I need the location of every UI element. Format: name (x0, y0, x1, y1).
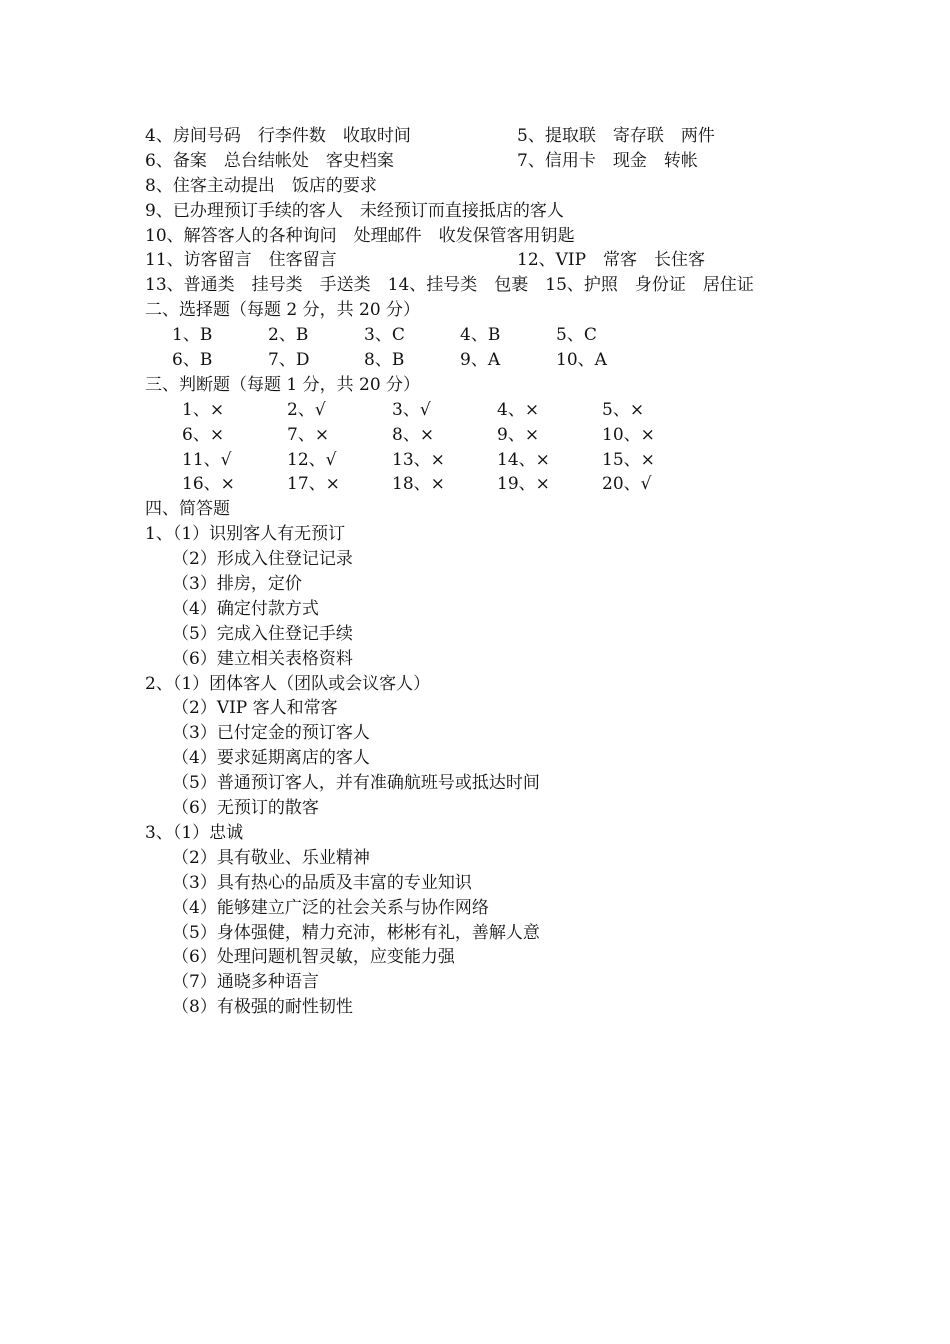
choice-answer: 3、C (364, 325, 405, 346)
choice-answer: 9、A (460, 350, 501, 371)
question-number: 1、 (145, 524, 173, 545)
short-answer-item: （3）排房，定价 (172, 574, 302, 595)
answer-point: （1）识别客人有无预订 (172, 524, 346, 545)
short-answer-item: （6）无预订的散客 (172, 798, 319, 819)
fill-line (145, 124, 845, 149)
choice-answer: 8、B (364, 350, 405, 371)
choice-answer: 1、B (172, 325, 213, 346)
answer-point: （1）团体客人（团队或会议客人） (172, 673, 431, 694)
judge-answer: 17、× (287, 474, 340, 495)
short-answer-item: （6）建立相关表格资料 (172, 648, 353, 669)
fill-right: 12、VIP 常客 长住客 (517, 250, 706, 271)
choice-answer: 2、B (268, 325, 309, 346)
judge-answer: 20、√ (602, 474, 652, 495)
choice-answer: 10、A (556, 350, 607, 371)
fill-left: 11、访客留言 住客留言 (145, 250, 337, 271)
judge-answer: 14、× (497, 449, 550, 470)
judge-answer: 7、× (287, 424, 330, 445)
judge-answer: 9、× (497, 424, 540, 445)
fill-left: 13、普通类 挂号类 手送类 14、挂号类 包裹 15、护照 身份证 居住证 (145, 275, 754, 296)
judge-row (145, 448, 845, 473)
fill-line (145, 199, 845, 224)
short-answer-item: （2）VIP 客人和常客 (172, 698, 338, 719)
judge-answer: 18、× (392, 474, 445, 495)
short-answer-item (145, 672, 845, 697)
short-answer-item: （7）通晓多种语言 (172, 972, 319, 993)
judge-answer: 4、× (497, 399, 540, 420)
fill-line (145, 224, 845, 249)
judge-answer: 2、√ (287, 399, 326, 420)
choice-answer: 6、B (172, 350, 213, 371)
short-answer-item (145, 522, 845, 547)
short-answer-item (145, 821, 845, 846)
choice-answer: 4、B (460, 325, 501, 346)
short-answer-item: （2）形成入住登记记录 (172, 549, 353, 570)
judge-answer: 11、√ (182, 449, 232, 470)
judge-answer: 15、× (602, 449, 655, 470)
short-answer-item: （2）具有敬业、乐业精神 (172, 847, 370, 868)
fill-left: 4、房间号码 行李件数 收取时间 (145, 126, 411, 146)
judge-heading: 三、判断题（每题 1 分，共 20 分） (145, 374, 421, 395)
short-answer-item: （3）具有热心的品质及丰富的专业知识 (172, 872, 472, 893)
fill-left: 6、备案 总台结帐处 客史档案 (145, 150, 394, 171)
short-answer-item: （3）已付定金的预订客人 (172, 723, 370, 744)
judge-answer: 3、√ (392, 399, 431, 420)
short-heading: 四、简答题 (145, 499, 230, 520)
short-answer-item: （6）处理问题机智灵敏，应变能力强 (172, 947, 455, 968)
judge-answer: 5、× (602, 399, 645, 420)
judge-row (145, 398, 845, 423)
question-number: 3、 (145, 822, 173, 843)
choice-answer: 7、D (268, 350, 310, 371)
short-answer-item: （4）确定付款方式 (172, 598, 319, 619)
judge-answer: 13、× (392, 449, 445, 470)
short-answer-item: （8）有极强的耐性韧性 (172, 997, 353, 1018)
short-answer-item: （4）能够建立广泛的社会关系与协作网络 (172, 897, 489, 918)
choice-row (145, 323, 845, 348)
fill-line (145, 149, 845, 174)
short-answer-item: （5）普通预订客人，并有准确航班号或抵达时间 (172, 773, 540, 794)
judge-answer: 8、× (392, 424, 435, 445)
fill-left: 8、住客主动提出 饭店的要求 (145, 175, 377, 196)
fill-line (145, 273, 845, 298)
judge-row (145, 472, 845, 497)
judge-answer: 19、× (497, 474, 550, 495)
fill-right: 5、提取联 寄存联 两件 (517, 126, 715, 146)
choice-row (145, 348, 845, 373)
choice-answer: 5、C (556, 325, 597, 346)
judge-answer: 16、× (182, 474, 235, 495)
fill-right: 7、信用卡 现金 转帐 (517, 150, 698, 171)
judge-answer: 1、× (182, 399, 225, 420)
judge-answer: 12、√ (287, 449, 337, 470)
fill-line (145, 174, 845, 199)
short-answer-item: （5）身体强健，精力充沛，彬彬有礼，善解人意 (172, 922, 540, 943)
choice-heading: 二、选择题（每题 2 分，共 20 分） (145, 300, 421, 321)
answer-document (145, 124, 845, 1020)
fill-line (145, 248, 845, 273)
fill-left: 9、已办理预订手续的客人 未经预订而直接抵店的客人 (145, 200, 564, 221)
short-answer-item: （4）要求延期离店的客人 (172, 748, 370, 769)
judge-answer: 10、× (602, 424, 655, 445)
fill-left: 10、解答客人的各种询问 处理邮件 收发保管客用钥匙 (145, 225, 575, 246)
answer-point: （1）忠诚 (172, 822, 244, 843)
judge-answer: 6、× (182, 424, 225, 445)
short-answer-item: （5）完成入住登记手续 (172, 623, 353, 644)
judge-row (145, 423, 845, 448)
question-number: 2、 (145, 673, 173, 694)
